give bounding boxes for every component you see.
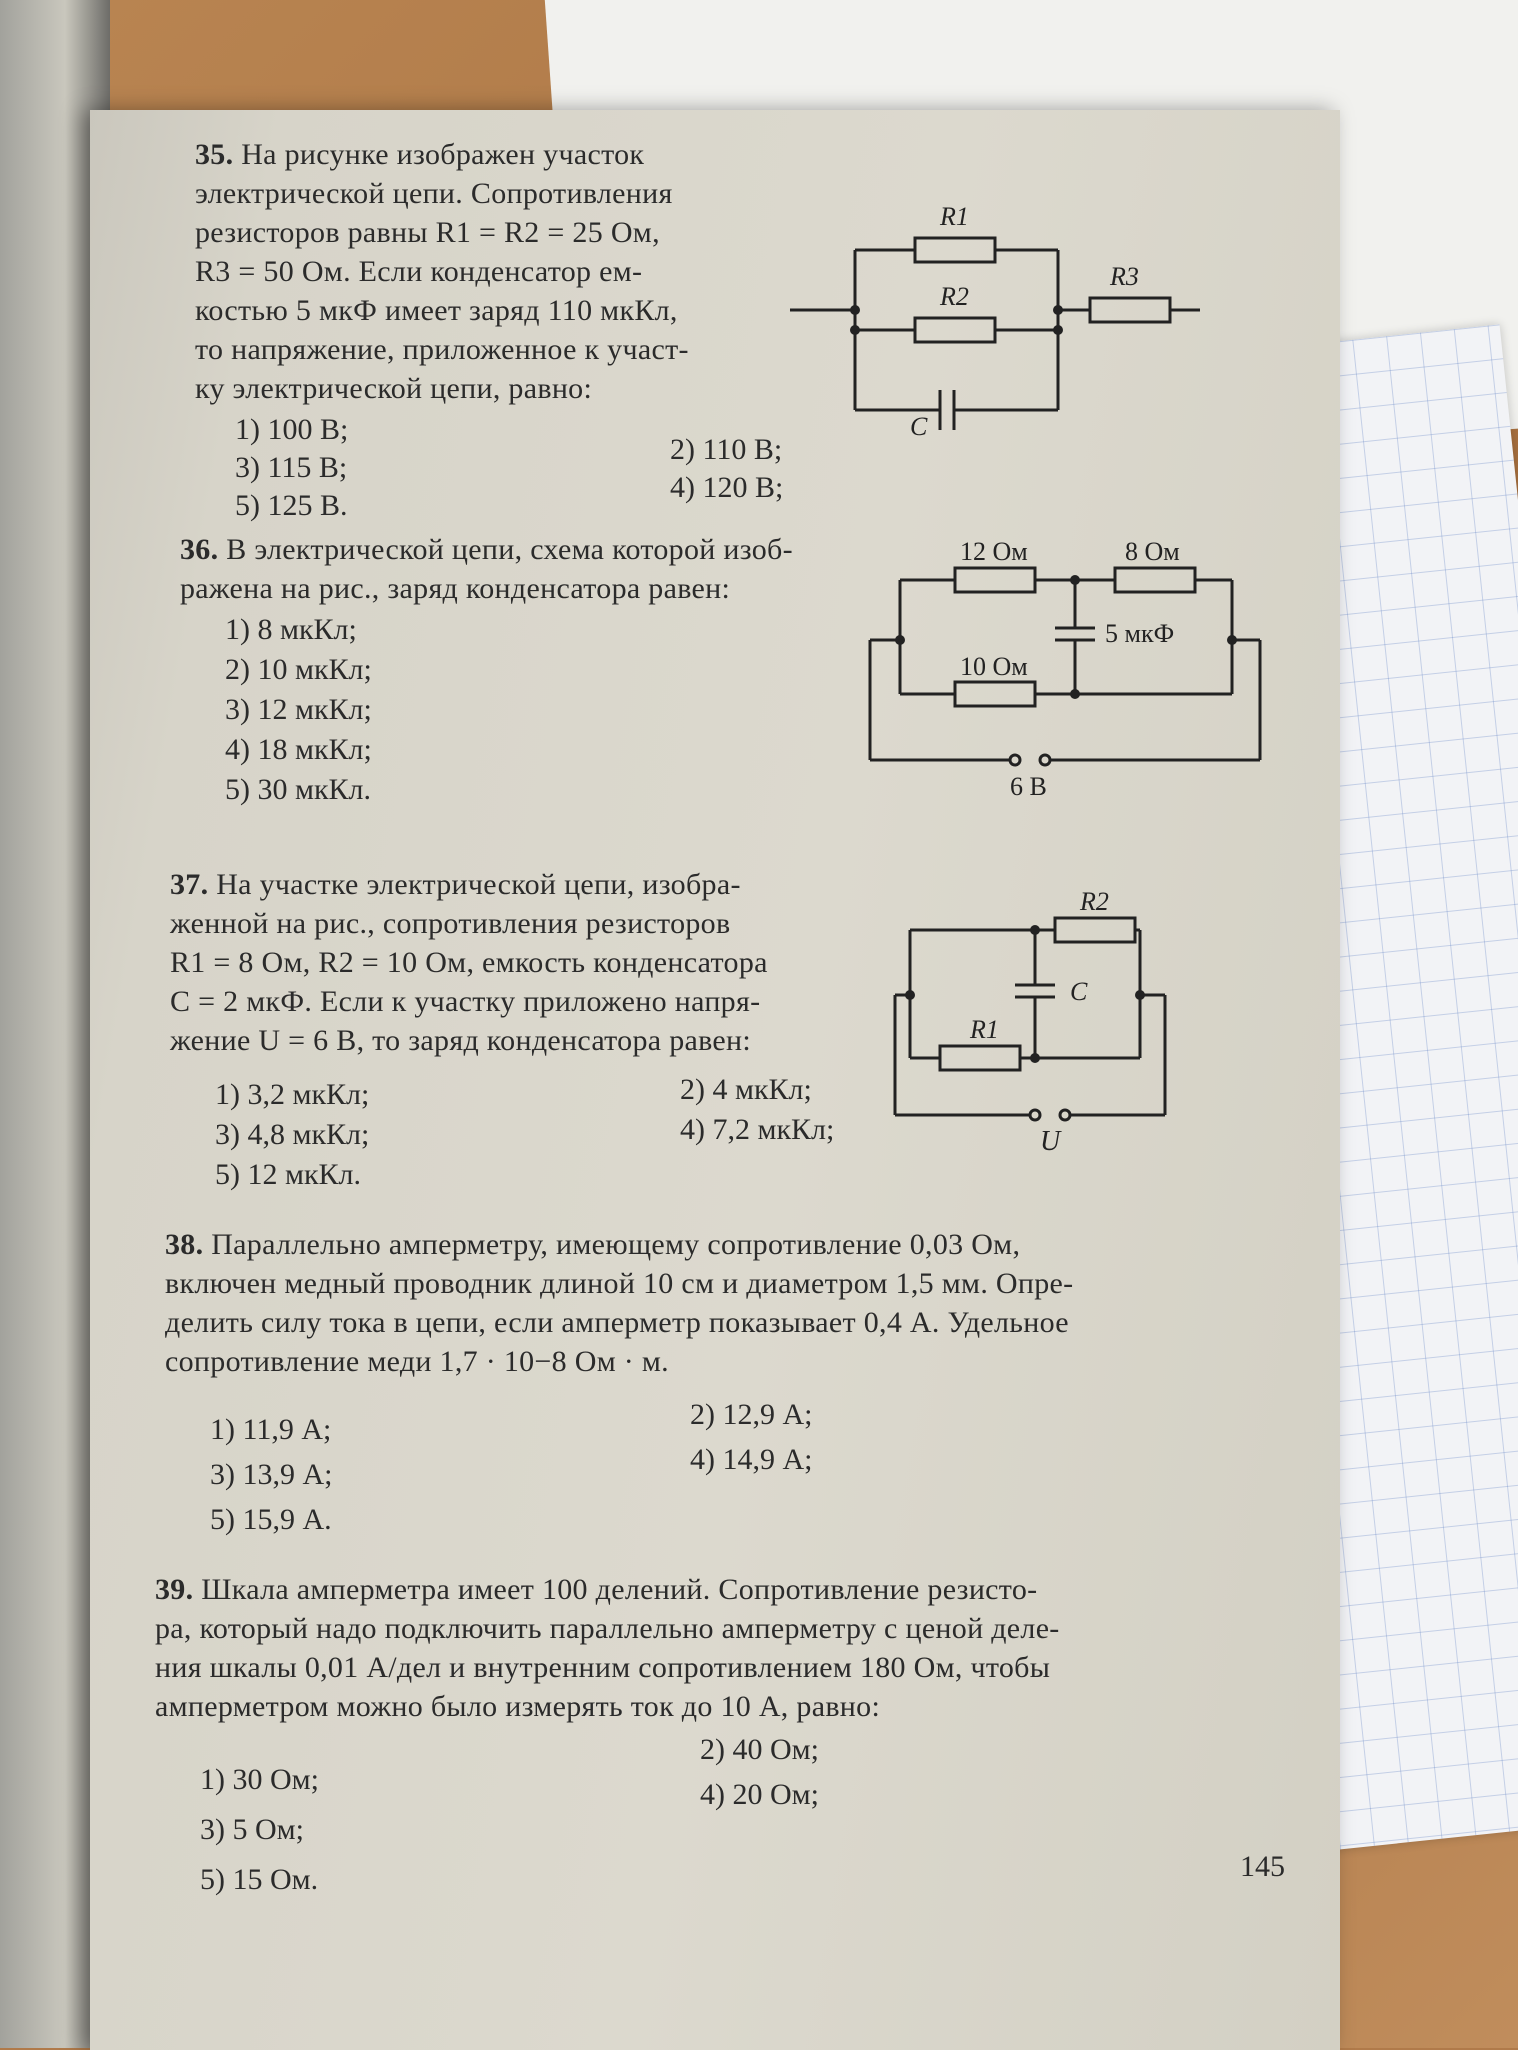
label-5-uf: 5 мкФ <box>1105 619 1175 648</box>
problem-39-text <box>155 1570 1295 1726</box>
option: 4) 7,2 мкКл; <box>680 1113 835 1146</box>
label-r1: R1 <box>940 202 969 231</box>
option: 2) 4 мкКл; <box>680 1073 812 1106</box>
option: 5) 15,9 А. <box>210 1503 332 1536</box>
option: 3) 12 мкКл; <box>225 693 372 726</box>
option: 3) 5 Ом; <box>200 1813 304 1846</box>
circuit-diagram-37 <box>890 887 1310 1157</box>
text-line: Шкала амперметра имеет 100 делений. Сопротивление резисто- <box>201 1573 1038 1606</box>
option: 3) 115 В; <box>235 451 348 484</box>
problem-36-text <box>180 530 940 608</box>
book-page <box>90 110 1340 2050</box>
page-number: 145 <box>1240 1850 1285 1883</box>
label-6-v: 6 В <box>1010 772 1047 801</box>
text-line: делить силу тока в цепи, если амперметр показывает 0,4 А. Удельное <box>165 1306 1069 1339</box>
text-line: сопротивление меди 1,7 · 10−8 Ом · м. <box>165 1345 669 1378</box>
label-r3: R3 <box>1110 262 1139 291</box>
text-line: костью 5 мкФ имеет заряд 110 мкКл, <box>195 294 678 327</box>
text-line: На рисунке изображен участок <box>241 138 645 171</box>
option: 4) 18 мкКл; <box>225 733 372 766</box>
text-line: ку электрической цепи, равно: <box>195 372 593 405</box>
option: 2) 10 мкКл; <box>225 653 372 686</box>
problem-35-text <box>195 135 855 408</box>
problem-37-text <box>170 865 950 1060</box>
text-line: электрической цепи. Сопротивления <box>195 177 673 210</box>
label-r2: R2 <box>1080 887 1109 916</box>
text-line: то напряжение, приложенное к участ- <box>195 333 689 366</box>
option: 4) 14,9 А; <box>690 1443 813 1476</box>
option: 1) 8 мкКл; <box>225 613 357 646</box>
option: 1) 30 Ом; <box>200 1763 319 1796</box>
option: 4) 20 Ом; <box>700 1778 819 1811</box>
problem-number: 35. <box>195 138 234 171</box>
text-line: амперметром можно было измерять ток до 10 А, равно: <box>155 1690 881 1723</box>
circuit-diagram-36 <box>870 537 1330 801</box>
option: 5) 15 Ом. <box>200 1863 319 1896</box>
option: 3) 13,9 А; <box>210 1458 333 1491</box>
text-line: R1 = 8 Ом, R2 = 10 Ом, емкость конденсатора <box>170 946 768 979</box>
label-12-ohm: 12 Ом <box>960 537 1028 566</box>
label-10-ohm: 10 Ом <box>960 652 1028 681</box>
option: 1) 11,9 А; <box>210 1413 332 1446</box>
option: 1) 100 В; <box>235 413 349 446</box>
text-line: На участке электрической цепи, изобра- <box>216 868 741 901</box>
text-line: ражена на рис., заряд конденсатора равен: <box>180 572 731 605</box>
option: 2) 12,9 А; <box>690 1398 813 1431</box>
circuit-diagram-35 <box>790 180 1290 441</box>
label-c: C <box>910 412 928 441</box>
problem-number: 37. <box>170 868 209 901</box>
problem-number: 39. <box>155 1573 194 1606</box>
option: 1) 3,2 мкКл; <box>215 1078 370 1111</box>
problem-38-text <box>165 1225 1285 1381</box>
problem-number: 38. <box>165 1228 204 1261</box>
problem-number: 36. <box>180 533 219 566</box>
label-r2: R2 <box>940 282 969 311</box>
text-line: ра, который надо подключить параллельно амперметру с ценой деле- <box>155 1612 1060 1645</box>
option: 2) 110 В; <box>670 433 783 466</box>
text-line: резисторов равны R1 = R2 = 25 Ом, <box>195 216 660 249</box>
label-8-ohm: 8 Ом <box>1125 537 1180 566</box>
text-line: женной на рис., сопротивления резисторов <box>170 907 731 940</box>
text-line: включен медный проводник длиной 10 см и диаметром 1,5 мм. Опре- <box>165 1267 1074 1300</box>
option: 2) 40 Ом; <box>700 1733 819 1766</box>
option: 3) 4,8 мкКл; <box>215 1118 370 1151</box>
text-line: В электрической цепи, схема которой изоб- <box>226 533 793 566</box>
option: 5) 125 В. <box>235 489 348 522</box>
label-u: U <box>1040 1126 1061 1157</box>
text-line: ния шкалы 0,01 А/дел и внутренним сопротивлением 180 Ом, чтобы <box>155 1651 1051 1684</box>
text-line: Параллельно амперметру, имеющему сопротивление 0,03 Ом, <box>211 1228 1021 1261</box>
option: 4) 120 В; <box>670 471 784 504</box>
text-line: жение U = 6 В, то заряд конденсатора равен: <box>170 1024 752 1057</box>
label-r1: R1 <box>970 1015 999 1044</box>
text-line: R3 = 50 Ом. Если конденсатор ем- <box>195 255 643 288</box>
option: 5) 12 мкКл. <box>215 1158 362 1191</box>
label-c: C <box>1070 977 1088 1006</box>
option: 5) 30 мкКл. <box>225 773 372 806</box>
text-line: C = 2 мкФ. Если к участку приложено напря- <box>170 985 761 1018</box>
